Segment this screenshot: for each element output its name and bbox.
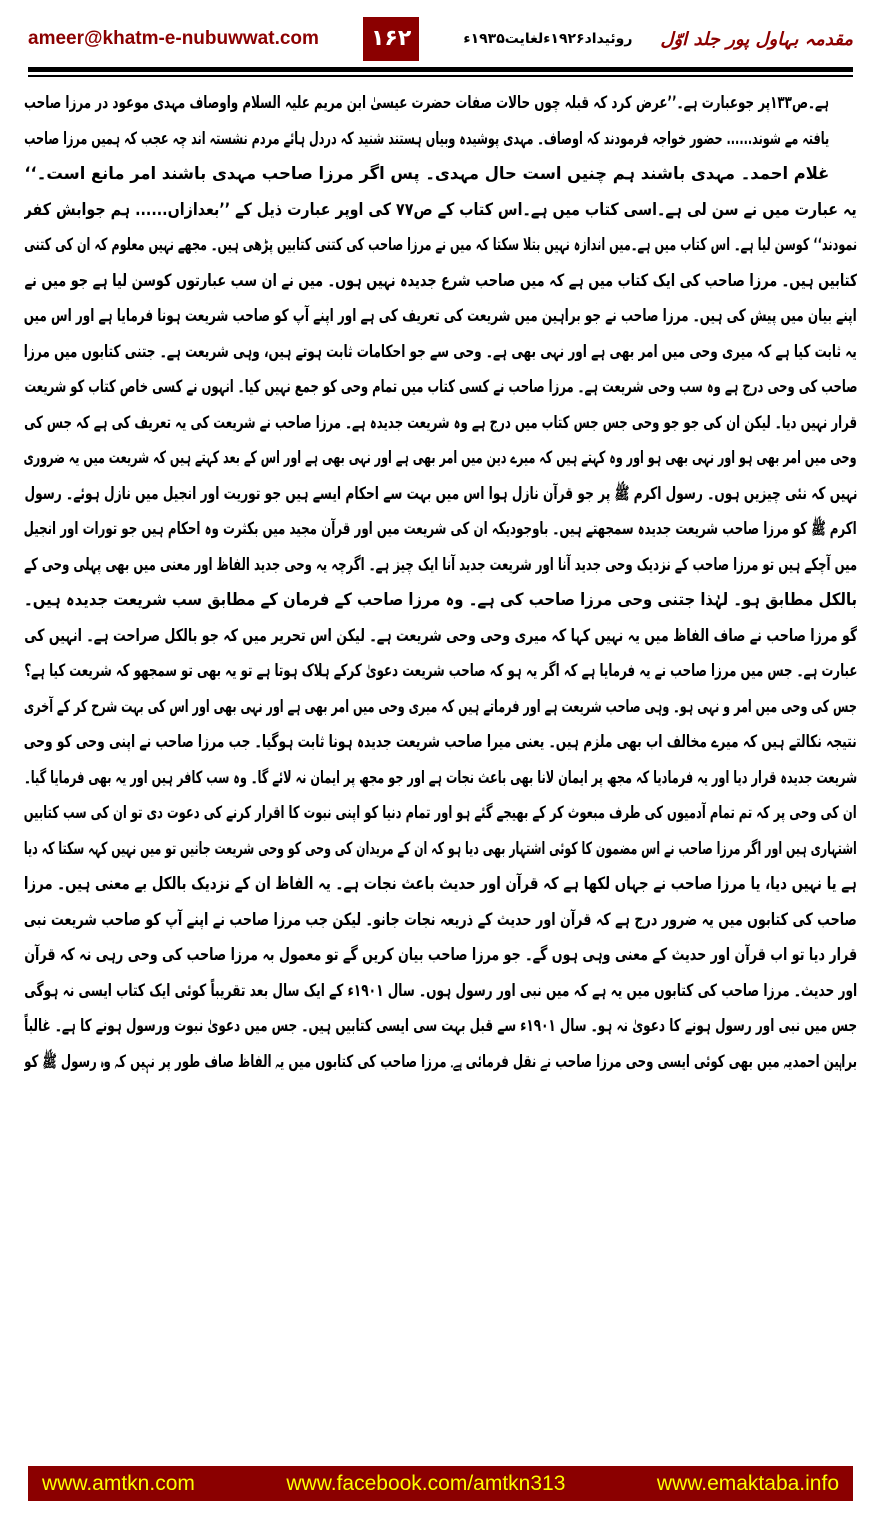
text-line: جس کی وحی میں امر و نہی ہو۔ وہی صاحب شریعت ہے اور فرماتے ہیں کہ میری وحی میں امر بھی ہے اور نہی بھی اور اس کی بہت شرح کر کے آخری	[24, 696, 857, 717]
text-line: میں آچکے ہیں تو مرزا صاحب کے نزدیک وحی جدید آنا اور شریعت جدید آنا ایک چیز ہے۔ اگرچہ یہ وحی جدید الفاظ اور معنی میں بھی پہلی وحی کے	[24, 554, 857, 575]
text-line: صاحب کی کتابوں میں یہ ضرور درج ہے کہ قرآن اور حدیث کے ذریعہ نجات جانو۔ لیکن جب مرزا صاحب نے اپنے آپ کو صاحب شریعت نبی	[24, 909, 857, 930]
header-titles	[463, 29, 853, 50]
text-line: براہین احمدیہ میں بھی کوئی ایسی وحی مرزا صاحب نے نقل فرمائی ہے۔ مرزا صاحب کی کتابوں میں یہ الفاظ صاف طور پر نہیں کہ وہ رسول ﷺ کو	[24, 1051, 857, 1072]
text-line: ہے یا نہیں دیا، یا مرزا صاحب نے جہاں لکھا ہے کہ قرآن اور حدیث باعث نجات ہے۔ یہ الفاظ ان کے نزدیک بالکل بے معنی ہیں۔ مرزا	[24, 874, 857, 894]
text-line: یہ عبارت میں نے سن لی ہے۔اسی کتاب میں ہے۔اس کتاب کے ص۷۷ کی اوپر عبارت ذیل کے ’’بعدازاں...... ہم جوابش کفر	[24, 199, 857, 220]
header-email[interactable]: ameer@khatm-e-nubuwwat.com	[28, 28, 319, 49]
text-line: صاحب کی وحی درج ہے وہ سب وحی شریعت ہے۔ مرزا صاحب نے کسی کتاب میں تمام وحی کو جمع نہیں کیا۔ انہوں نے کسی خاص کتاب کو شریعت	[24, 377, 857, 397]
paragraph	[24, 619, 857, 1081]
book-title: مقدمہ بہاول پور جلد اوّل	[660, 28, 853, 50]
text-line: اشتہاری ہیں اور اگر مرزا صاحب نے اس مضمون کا کوئی اشتہار بھی دیا ہو کہ ان کے مریدان کی وحی کو وحی شریعت جانیں تو میں نہیں کہہ سکتا کہ دیا	[24, 838, 857, 859]
body-text	[24, 86, 857, 1080]
text-line: شریعت جدیدہ قرار دیا اور یہ فرمادیا کہ مجھ پر ایمان لانا بھی باعث نجات ہے اور جو مجھ پر ایمان نہ لائے گا۔ وہ سب کافر ہیں اور یہ بھی فرمایا گیا۔	[24, 767, 857, 788]
text-line: کتابیں ہیں۔ مرزا صاحب کی ایک کتاب میں ہے کہ میں صاحب شرع جدیدہ نہیں ہوں۔ میں نے ان سب عبارتوں کوسن لیا ہے جو میں نے	[24, 270, 857, 291]
paragraph	[24, 86, 857, 193]
text-line: ہے۔ص۱۳۳پر جوعبارت ہے۔’’عرض کرد کہ قبلہ چوں حالات صفات حضرت عیسیٰ ابن مریم علیہ السلام واوصاف مہدی موعود در مرزا صاحب	[24, 93, 829, 113]
text-line: عبارت ہے۔ جس میں مرزا صاحب نے یہ فرمایا ہے کہ اگر یہ ہو کہ صاحب شریعت دعویٰ کرکے ہلاک ہوتا ہے تو یہ بھی تو سمجھو کہ شریعت کیا ہے؟	[24, 661, 857, 681]
text-line: یافتہ مے شوند...... حضور خواجہ فرمودند کہ اوصاف۔ مہدی پوشیدہ وبیاں ہستند شنید کہ دردل ہائے مردم نشستہ اند چہ عجب کہ ہمیں مرزا صاحب	[24, 128, 829, 149]
paragraph	[24, 193, 857, 619]
text-line: نمودند‘‘ کوسن لیا ہے۔ اس کتاب میں ہے۔میں اندازہ نہیں بتلا سکتا کہ میں نے مرزا صاحب کی کتنی کتابیں پڑھی ہیں۔ مجھے نہیں معلوم کہ ان کی کتنی	[24, 235, 857, 255]
text-line: نہیں کہ نئی چیزیں ہوں۔ رسول اکرم ﷺ پر جو قرآن نازل ہوا اس میں بہت سے احکام ایسے ہیں جو توریت اور انجیل میں نازل ہوئے۔ رسول	[24, 483, 857, 504]
page-header	[28, 14, 853, 64]
text-line: وحی میں امر بھی ہو اور نہی بھی ہو اور وہ کہتے ہیں کہ میرے دین میں امر بھی ہے اور نہی بھی ہے اور اس کے بعد کہتے ہیں کہ شریعت میں یہ ضروری	[24, 448, 857, 468]
page-number-badge: ۱۶۲	[363, 17, 419, 61]
text-line: ان کی وحی پر کہ تم تمام آدمیوں کی طرف مبعوث کر کے بھیجے گئے ہو اور تمام دنیا کو اپنی نبوت کا اقرار کرنے کی دعوت دی تو ان کی سب کتابیں	[24, 803, 857, 823]
footer-link-amtkn[interactable]: www.amtkn.com	[42, 1471, 195, 1495]
text-line: یہ ثابت کیا ہے کہ میری وحی میں امر بھی ہے اور نہی بھی ہے۔ وحی سے جو احکامات ثابت ہوتے ہیں، وہی شریعت ہے۔ جتنی کتابوں میں مرزا	[24, 341, 857, 362]
text-line: اپنے بیان میں پیش کی ہیں۔ مرزا صاحب نے جو براہین میں شریعت کی تعریف کی ہے اور اپنے آپ کو صاحب شریعت ہونا فرمایا ہے اور اس میں	[24, 306, 857, 326]
text-line: قرار نہیں دیا۔ لیکن ان کی جو جو وحی جس جس کتاب میں درج ہے وہ شریعت جدیدہ ہے۔ مرزا صاحب نے شریعت کی یہ تعریف کی ہے کہ جس کی	[24, 412, 857, 433]
text-line: جس میں نبی اور رسول ہونے کا دعویٰ نہ ہو۔ سال ۱۹۰۱ء سے قبل بہت سی ایسی کتابیں ہیں۔ جس میں دعویٰ نبوت ورسول ہونے کا ہے۔ غالباً	[24, 1016, 857, 1036]
text-line: گو مرزا صاحب نے صاف الفاظ میں یہ نہیں کہا کہ میری وحی وحی شریعت ہے۔ لیکن اس تحریر میں کہ جو بالکل صراحت ہے۔ انہیں کی	[24, 625, 857, 646]
text-line: قرار دیا تو اب قرآن اور حدیث کے معنی وہی ہوں گے۔ جو مرزا صاحب بیان کریں گے تو معمول بہ مرزا صاحب کی وحی رہی نہ کہ قرآن	[24, 945, 857, 965]
text-line: اور حدیث۔ مرزا صاحب کی کتابوں میں یہ ہے کہ میں نبی اور رسول ہوں۔ سال ۱۹۰۱ء کے ایک سال بعد تقریباً کوئی ایک کتاب ایسی نہ ہوگی	[24, 980, 857, 1001]
text-line: نتیجہ نکالتے ہیں کہ میرے مخالف اب بھی ملزم ہیں۔ یعنی میرا صاحب شریعت جدیدہ ہونا ثابت ہوگیا۔ جب مرزا صاحب نے اپنی وحی کو وحی	[24, 732, 857, 752]
header-subtitle: روئیداد۱۹۲۶ءلغایت۱۹۳۵ء	[463, 31, 633, 47]
header-rule-thin	[28, 75, 853, 77]
text-line: بالکل مطابق ہو۔ لہٰذا جتنی وحی مرزا صاحب کی ہے۔ وہ مرزا صاحب کے فرمان کے مطابق سب شریعت جدیدہ ہیں۔	[24, 590, 857, 610]
footer-bar	[28, 1466, 853, 1501]
text-line: اکرم ﷺ کو مرزا صاحب شریعت جدیدہ سمجھتے ہیں۔ باوجودیکہ ان کی شریعت میں اور قرآن مجید میں بکثرت وہ احکام ہیں جو تورات اور انجیل	[24, 519, 857, 539]
header-rule-thick	[28, 67, 853, 72]
footer-link-emaktaba[interactable]: www.emaktaba.info	[656, 1471, 839, 1495]
text-line: غلام احمد۔ مہدی باشند ہم چنیں است حال مہدی۔ پس اگر مرزا صاحب مہدی باشند امر مانع است۔‘‘	[24, 164, 829, 184]
footer-link-facebook[interactable]: www.facebook.com/amtkn313	[286, 1471, 566, 1495]
